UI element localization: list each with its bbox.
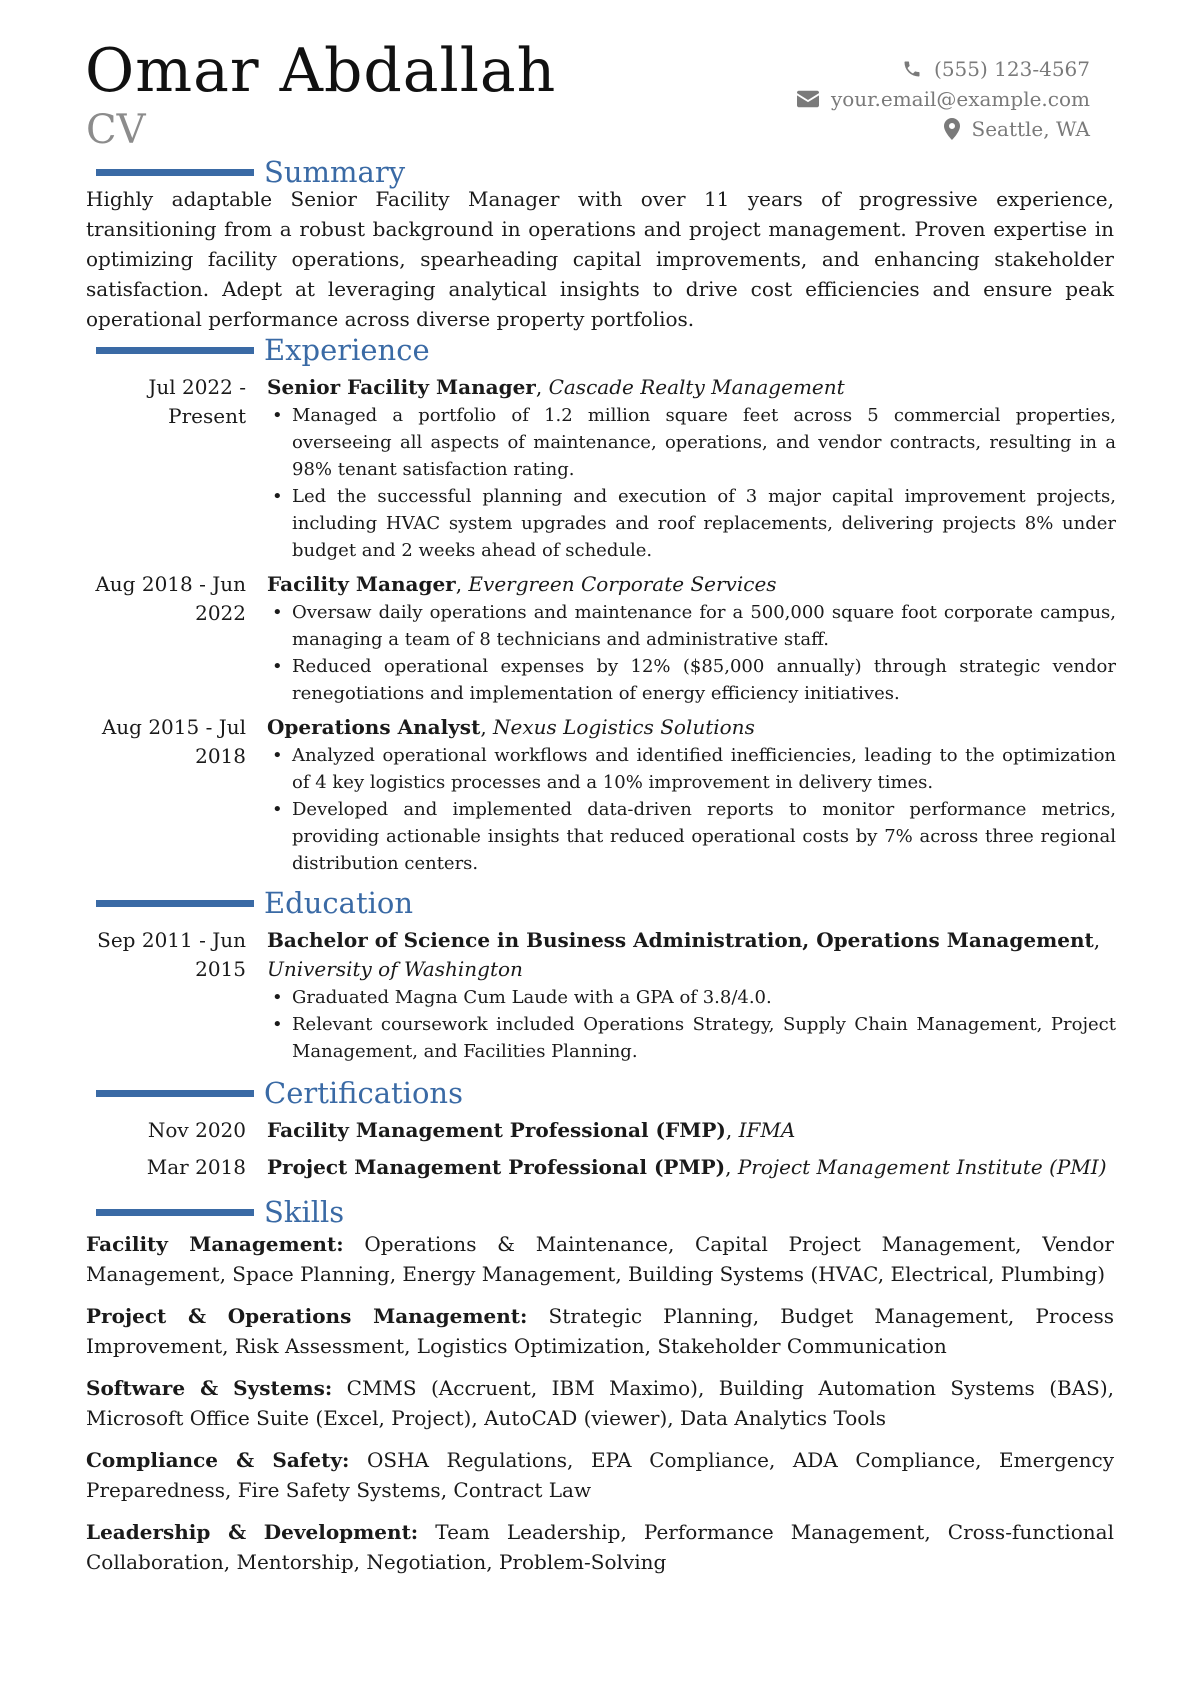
entry-bullets — [267, 402, 1116, 564]
section-title: Experience — [264, 332, 430, 367]
section-title: Skills — [264, 1194, 345, 1229]
cert-issuer: IFMA — [738, 1118, 796, 1142]
bullet-item: • Relevant coursework included Operations Strategy, Supply Chain Management, Project Management, and Facilities Planning. — [267, 1011, 1116, 1065]
entry-title: Bachelor of Science in Business Administration, Operations Management, University of Washington — [267, 928, 1101, 981]
section-bar — [96, 900, 254, 907]
section-bar — [96, 1209, 254, 1216]
section-title: Certifications — [264, 1075, 463, 1110]
cert-issuer: Project Management Institute (PMI) — [737, 1155, 1107, 1179]
skill-items: CMMS (Accruent, IBM Maximo), Building Automation Systems (BAS), Microsoft Office Suite (Excel, Project), AutoCAD (viewer), Data Analytics Tools — [86, 1376, 1115, 1430]
skill-items: Team Leadership, Performance Management, Cross-functional Collaboration, Mentorship, Negotiation, Problem-Solving — [86, 1520, 1114, 1574]
bullet-item: • Analyzed operational workflows and identified inefficiencies, leading to the optimization of 4 key logistics processes and a 10% improvement in delivery times. — [267, 742, 1116, 796]
entry-bullets — [267, 984, 1116, 1065]
section-title: Education — [264, 885, 414, 920]
bullet-item: • Graduated Magna Cum Laude with a GPA of 3.8/4.0. — [267, 984, 1116, 1011]
section-heading-experience — [96, 333, 430, 367]
section-heading-skills — [96, 1195, 344, 1229]
skill-items: Operations & Maintenance, Capital Project Management, Vendor Management, Space Planning, Energy Management, Building Systems (HVAC, Electrical, Plumbing) — [86, 1232, 1114, 1286]
entry-title: Senior Facility Manager, Cascade Realty Management — [267, 375, 845, 399]
skill-group — [86, 1373, 1114, 1433]
entry-dates: Jul 2022 - Present — [148, 375, 246, 428]
bullet-item: • Developed and implemented data-driven reports to monitor performance metrics, providing actionable insights that reduced operational costs by 7% across three regional distribution centers. — [267, 796, 1116, 877]
job-title: Facility Manager — [267, 572, 456, 596]
section-heading-education — [96, 886, 413, 920]
location-text: Seattle, WA — [971, 117, 1090, 141]
contact-block — [797, 54, 1090, 144]
candidate-name: Omar Abdallah — [85, 36, 557, 106]
section-bar — [96, 169, 254, 176]
entry-bullets — [267, 599, 1116, 707]
entry-dates: Sep 2011 - Jun 2015 — [97, 928, 246, 981]
employer: Evergreen Corporate Services — [468, 572, 777, 596]
skill-category: Compliance & Safety: — [86, 1448, 350, 1472]
contact-location — [797, 114, 1090, 144]
map-marker-icon — [944, 118, 960, 140]
skill-items: Strategic Planning, Budget Management, Process Improvement, Risk Assessment, Logistics Optimization, Stakeholder Communication — [86, 1304, 1114, 1358]
section-title: Summary — [264, 154, 406, 189]
section-bar — [96, 347, 254, 354]
entry-dates: Aug 2015 - Jul 2018 — [101, 715, 246, 768]
entry-title: Operations Analyst, Nexus Logistics Solutions — [267, 715, 755, 739]
phone-icon — [902, 59, 922, 79]
cert-date: Mar 2018 — [146, 1155, 246, 1179]
cert-name: Facility Management Professional (FMP) — [267, 1118, 726, 1142]
entry-title: Facility Manager, Evergreen Corporate Services — [267, 572, 777, 596]
employer: Cascade Realty Management — [548, 375, 845, 399]
employer: Nexus Logistics Solutions — [493, 715, 755, 739]
skill-group — [86, 1445, 1114, 1505]
entry-dates: Aug 2018 - Jun 2022 — [95, 572, 246, 625]
skill-category: Facility Management: — [86, 1232, 344, 1256]
cert-date: Nov 2020 — [147, 1118, 246, 1142]
email-text: your.email@example.com — [830, 87, 1090, 111]
job-title: Senior Facility Manager — [267, 375, 536, 399]
entry-bullets — [267, 742, 1116, 877]
contact-email — [797, 84, 1090, 114]
section-heading-certifications — [96, 1076, 463, 1110]
skills-list — [86, 1229, 1114, 1589]
phone-text: (555) 123-4567 — [934, 57, 1090, 81]
bullet-item: • Oversaw daily operations and maintenance for a 500,000 square foot corporate campus, managing a team of 8 technicians and administrative staff. — [267, 599, 1116, 653]
job-title: Operations Analyst — [267, 715, 481, 739]
document-type: CV — [86, 107, 146, 153]
skill-group — [86, 1229, 1114, 1289]
skill-items: OSHA Regulations, EPA Compliance, ADA Compliance, Emergency Preparedness, Fire Safety Systems, Contract Law — [86, 1448, 1115, 1502]
certification-entry: Nov 2020 Facility Management Professional (FMP), IFMA — [86, 1116, 1116, 1146]
bullet-item: • Reduced operational expenses by 12% ($85,000 annually) through strategic vendor renegotiations and implementation of energy efficiency initiatives. — [267, 653, 1116, 707]
cert-name: Project Management Professional (PMP) — [267, 1155, 726, 1179]
skill-category: Project & Operations Management: — [86, 1304, 528, 1328]
bullet-item: • Led the successful planning and execution of 3 major capital improvement projects, including HVAC system upgrades and roof replacements, delivering projects 8% under budget and 2 weeks ahead of schedule. — [267, 483, 1116, 564]
envelope-icon — [797, 90, 819, 108]
contact-phone — [797, 54, 1090, 84]
skill-category: Leadership & Development: — [86, 1520, 419, 1544]
skill-group — [86, 1517, 1114, 1577]
certification-entry: Mar 2018 Project Management Professional (PMP), Project Management Institute (PMI) — [86, 1153, 1116, 1183]
summary-text: Highly adaptable Senior Facility Manager with over 11 years of progressive experience, transitioning from a robust background in operations and project management. Proven expertise in optimizing facility operations, spearheading capital improvements, and enhancing stakeholder satisfaction. Adept at leveraging analytical insights to drive cost efficiencies and ensure peak operational performance across diverse property portfolios. — [86, 187, 1114, 331]
institution: University of Washington — [267, 957, 523, 981]
skill-group — [86, 1301, 1114, 1361]
degree: Bachelor of Science in Business Administration, Operations Management — [267, 928, 1094, 952]
section-bar — [96, 1090, 254, 1097]
skill-category: Software & Systems: — [86, 1376, 333, 1400]
bullet-item: • Managed a portfolio of 1.2 million square feet across 5 commercial properties, overseeing all aspects of maintenance, operations, and vendor contracts, resulting in a 98% tenant satisfaction rating. — [267, 402, 1116, 483]
